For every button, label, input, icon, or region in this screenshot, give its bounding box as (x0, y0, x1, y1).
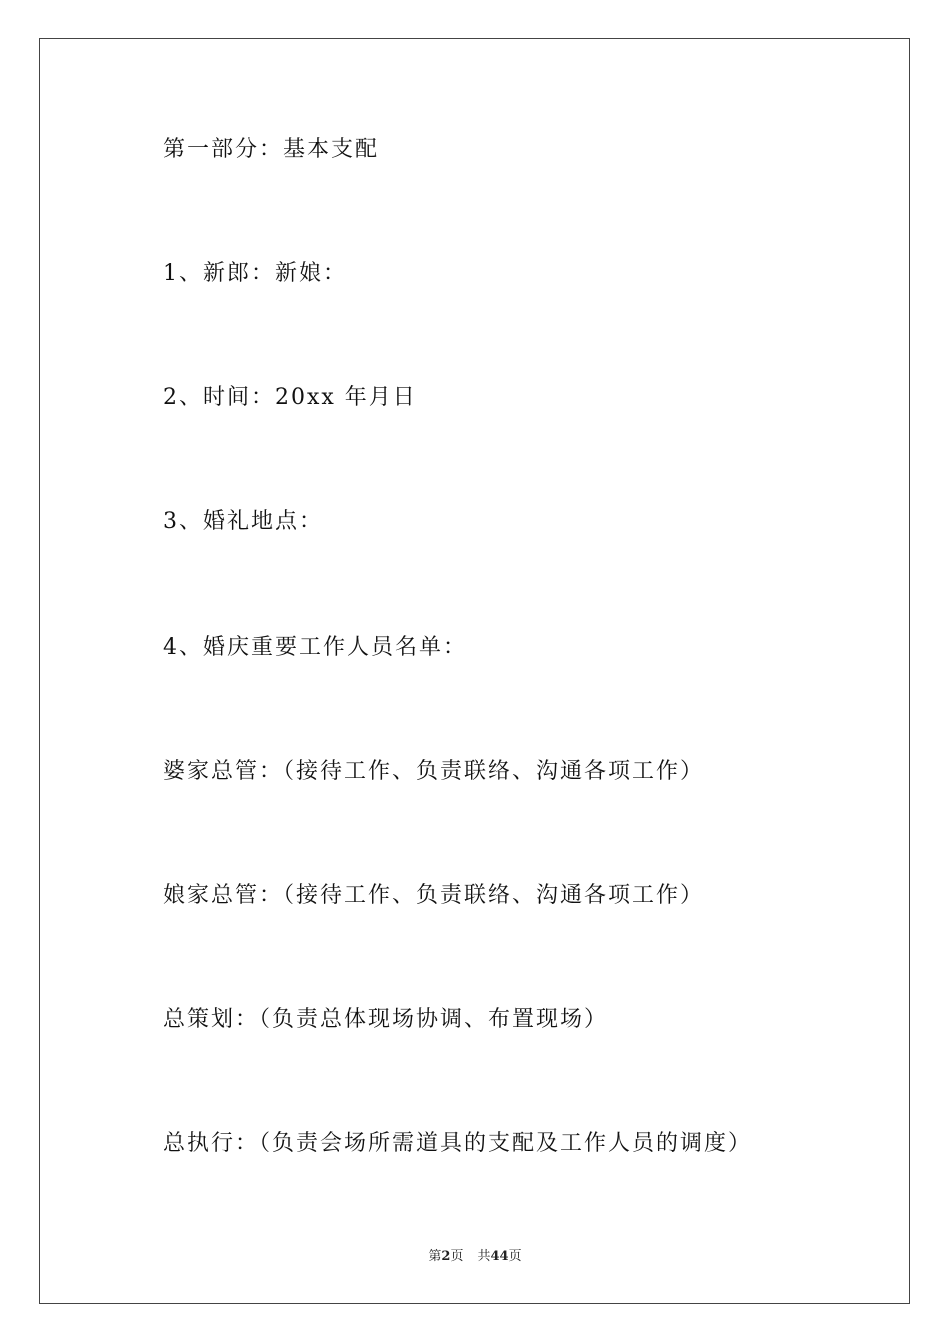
time-line: 2、时间：20xx 年月日 (163, 385, 417, 410)
total-suffix: 页 (508, 1249, 522, 1264)
page-suffix: 页 (450, 1249, 464, 1264)
bride-family-manager-line: 娘家总管：（接待工作、负责联络、沟通各项工作） (163, 883, 705, 908)
page-prefix: 第 (428, 1249, 442, 1264)
total-prefix: 共 (477, 1249, 491, 1264)
staff-list-heading: 4、婚庆重要工作人员名单： (163, 635, 467, 660)
page-border (39, 38, 910, 1304)
chief-planner-line: 总策划：（负责总体现场协调、布置现场） (163, 1007, 609, 1032)
venue-line: 3、婚礼地点： (163, 509, 323, 534)
total-pages: 44 (490, 1249, 509, 1264)
page-footer (0, 1248, 950, 1266)
section-heading: 第一部分：基本支配 (163, 137, 380, 162)
groom-bride-line: 1、新郎：新娘： (163, 261, 347, 286)
page-number: 2 (441, 1249, 451, 1264)
groom-family-manager-line: 婆家总管：（接待工作、负责联络、沟通各项工作） (163, 759, 705, 784)
chief-executor-line: 总执行：（负责会场所需道具的支配及工作人员的调度） (163, 1131, 753, 1156)
